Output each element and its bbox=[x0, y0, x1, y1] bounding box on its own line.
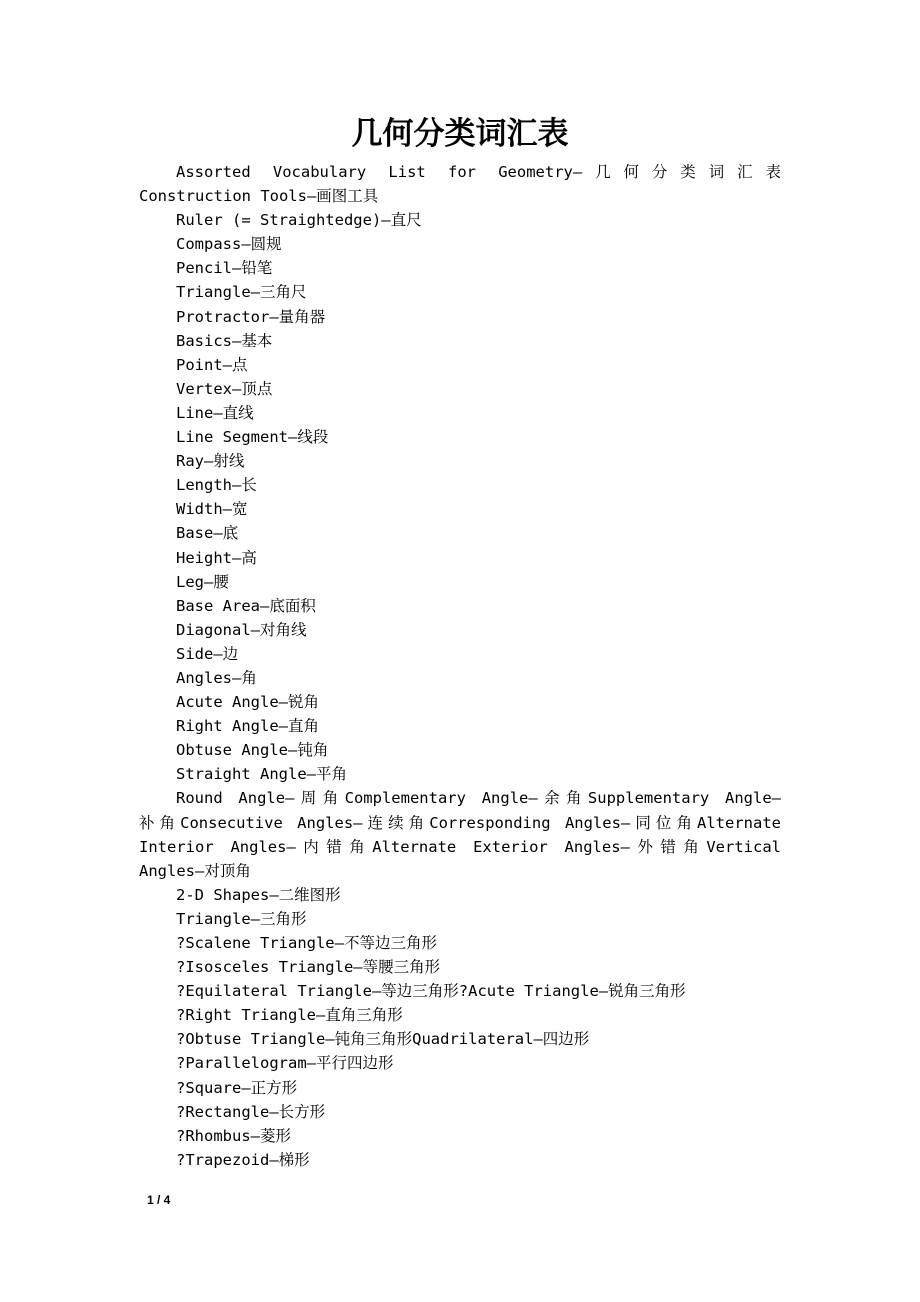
angles-paragraph-line: 补角Consecutive Angles—连续角Corresponding Angles—同位角Alternate bbox=[139, 813, 781, 832]
vocab-line: Base—底 bbox=[176, 524, 239, 543]
vocab-line: Straight Angle—平角 bbox=[176, 765, 347, 784]
vocab-line: ?Square—正方形 bbox=[176, 1078, 298, 1097]
vocab-line: ?Equilateral Triangle—等边三角形?Acute Triangle—锐角三角形 bbox=[176, 982, 686, 1001]
vocab-line: Height—高 bbox=[176, 548, 257, 567]
vocab-line: Right Angle—直角 bbox=[176, 717, 319, 736]
angles-paragraph-line: Angles—对顶角 bbox=[139, 861, 251, 880]
vocab-line: Basics—基本 bbox=[176, 331, 273, 350]
vocab-line: Compass—圆规 bbox=[176, 235, 282, 254]
intro-line: Assorted Vocabulary List for Geometry—几何分类词汇表 bbox=[176, 163, 781, 181]
vocab-line: ?Obtuse Triangle—钝角三角形Quadrilateral—四边形 bbox=[176, 1030, 590, 1049]
vocab-line: Angles—角 bbox=[176, 668, 257, 687]
vocab-line: ?Right Triangle—直角三角形 bbox=[176, 1006, 403, 1025]
vocab-line: Diagonal—对角线 bbox=[176, 620, 307, 639]
vocab-line: ?Rhombus—菱形 bbox=[176, 1126, 291, 1145]
vocab-line: ?Scalene Triangle—不等边三角形 bbox=[176, 934, 437, 952]
vocab-line: Obtuse Angle—钝角 bbox=[176, 741, 329, 760]
vocab-line: 2-D Shapes—二维图形 bbox=[176, 885, 341, 904]
vocab-line: Width—宽 bbox=[176, 500, 248, 519]
vocab-line: ?Rectangle—长方形 bbox=[176, 1102, 326, 1121]
angles-paragraph-line: Round Angle—周角Complementary Angle—余角Supplementary Angle— bbox=[176, 789, 781, 808]
vocab-line: Leg—腰 bbox=[176, 572, 229, 591]
vocab-line: ?Isosceles Triangle—等腰三角形 bbox=[176, 958, 441, 977]
vocab-line: Protractor—量角器 bbox=[176, 307, 326, 326]
vocab-line: Triangle—三角尺 bbox=[176, 283, 307, 302]
document-body bbox=[139, 160, 781, 1172]
angles-paragraph bbox=[139, 786, 781, 882]
vocab-line: Line Segment—线段 bbox=[176, 428, 329, 447]
vocab-line: Ruler (= Straightedge)—直尺 bbox=[176, 211, 422, 230]
angles-paragraph-line: Interior Angles—内错角Alternate Exterior Angles—外错角Vertical bbox=[139, 837, 781, 856]
vocab-line: Point—点 bbox=[176, 355, 248, 374]
vocabulary-list-a bbox=[139, 208, 781, 786]
page-title: 几何分类词汇表 bbox=[351, 116, 569, 152]
vocab-line: Line—直线 bbox=[176, 403, 254, 422]
vocab-line: Vertex—顶点 bbox=[176, 379, 273, 398]
vocab-line: Length—长 bbox=[176, 476, 257, 495]
construction-tools-heading: Construction Tools—画图工具 bbox=[139, 187, 379, 206]
vocab-line: ?Trapezoid—梯形 bbox=[176, 1150, 310, 1169]
vocab-line: Acute Angle—锐角 bbox=[176, 693, 319, 712]
vocab-line: Ray—射线 bbox=[176, 452, 245, 471]
vocab-line: Base Area—底面积 bbox=[176, 596, 316, 615]
vocab-line: Side—边 bbox=[176, 644, 239, 663]
vocabulary-list-b bbox=[139, 883, 781, 1172]
vocab-line: Pencil—铅笔 bbox=[176, 259, 273, 278]
page-number: 1 / 4 bbox=[147, 1193, 171, 1207]
vocab-line: ?Parallelogram—平行四边形 bbox=[176, 1054, 394, 1073]
vocab-line: Triangle—三角形 bbox=[176, 909, 307, 928]
